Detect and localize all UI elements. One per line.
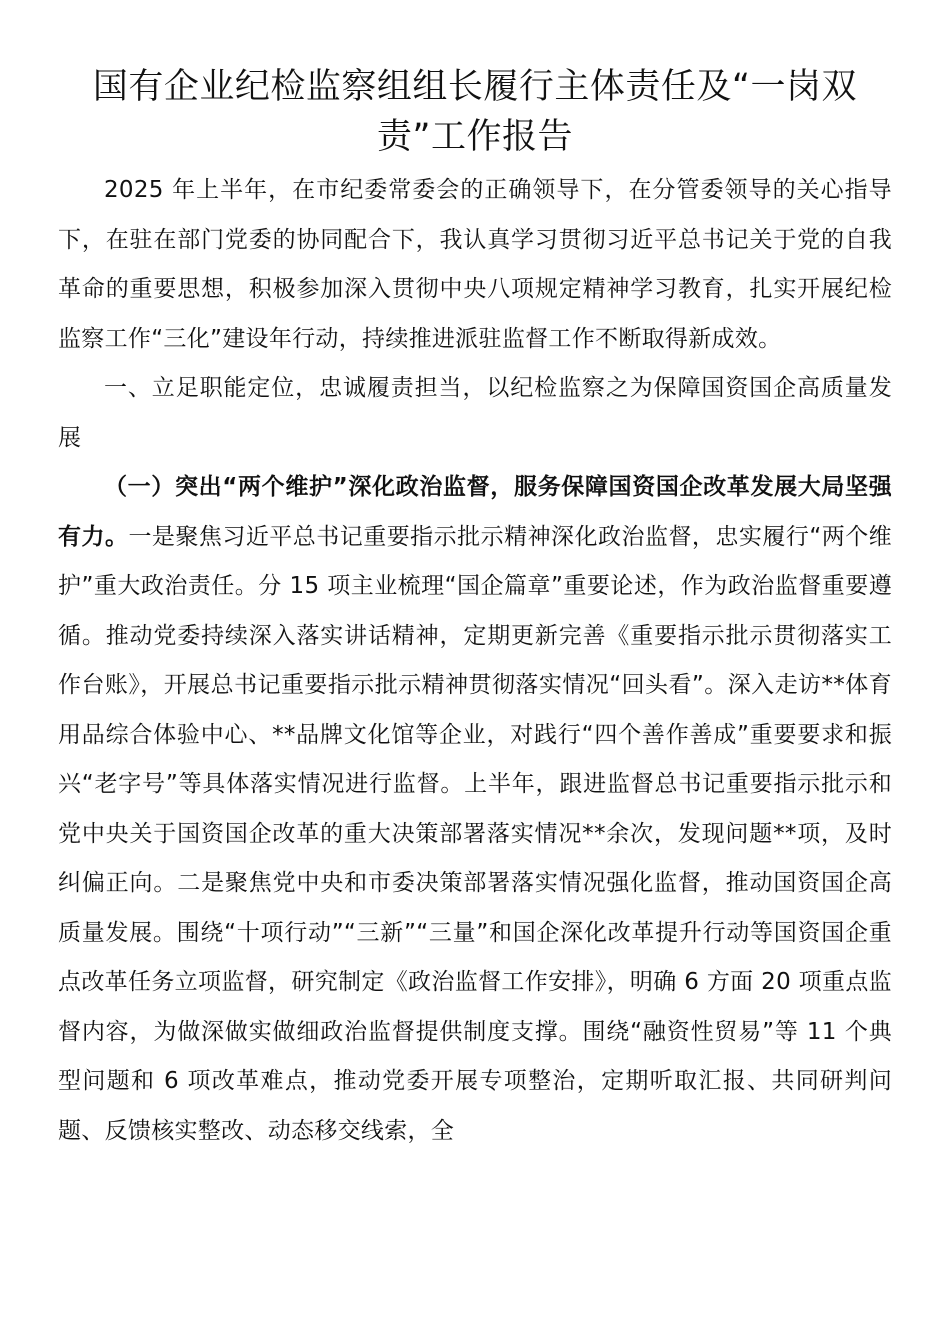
document-title: 国有企业纪检监察组组长履行主体责任及“一岗双责”工作报告 bbox=[92, 67, 858, 157]
document-page bbox=[58, 62, 892, 1156]
intro-paragraph: 2025 年上半年，在市纪委常委会的正确领导下，在分管委领导的关心指导下，在驻在部门党委的协同配合下，我认真学习贯彻习近平总书记关于党的自我革命的重要思想，积极参加深入贯彻中央八项规定精神学习教育，扎实开展纪检监察工作“三化”建设年行动，持续推进派驻监督工作不断取得新成效。 bbox=[58, 177, 892, 352]
section-heading: 一、立足职能定位，忠诚履责担当，以纪检监察之为保障国资国企高质量发展 bbox=[58, 375, 892, 451]
subsection-lead: （一）突出“两个维护”深化政治监督，服务保障国资国企改革发展大局坚强有力。 bbox=[58, 474, 892, 550]
subsection-paragraph bbox=[58, 463, 892, 1156]
subsection-body: 一是聚焦习近平总书记重要指示批示精神深化政治监督，忠实履行“两个维护”重大政治责任。分 15 项主业梳理“国企篇章”重要论述，作为政治监督重要遵循。推动党委持续深入落实讲话精神，定期更新完善《重要指示批示贯彻落实工作台账》，开展总书记重要指示批示精神贯彻落实情况“回头看”。深入走访**体育用品综合体验中心、**品牌文化馆等企业，对践行“四个善作善成”重要要求和振兴“老字号”等具体落实情况进行监督。上半年，跟进监督总书记重要指示批示和党中央关于国资国企改革的重大决策部署落实情况**余次，发现问题**项，及时纠偏正向。二是聚焦党中央和市委决策部署落实情况强化监督，推动国资国企高质量发展。围绕“十项行动”“三新”“三量”和国企深化改革提升行动等国资国企重点改革任务立项监督，研究制定《政治监督工作安排》，明确 6 方面 20 项重点监督内容，为做深做实做细政治监督提供制度支撑。围绕“融资性贸易”等 11 个典型问题和 6 项改革难点，推动党委开展专项整治，定期听取汇报、共同研判问题、反馈核实整改、动态移交线索，全 bbox=[58, 523, 892, 1144]
